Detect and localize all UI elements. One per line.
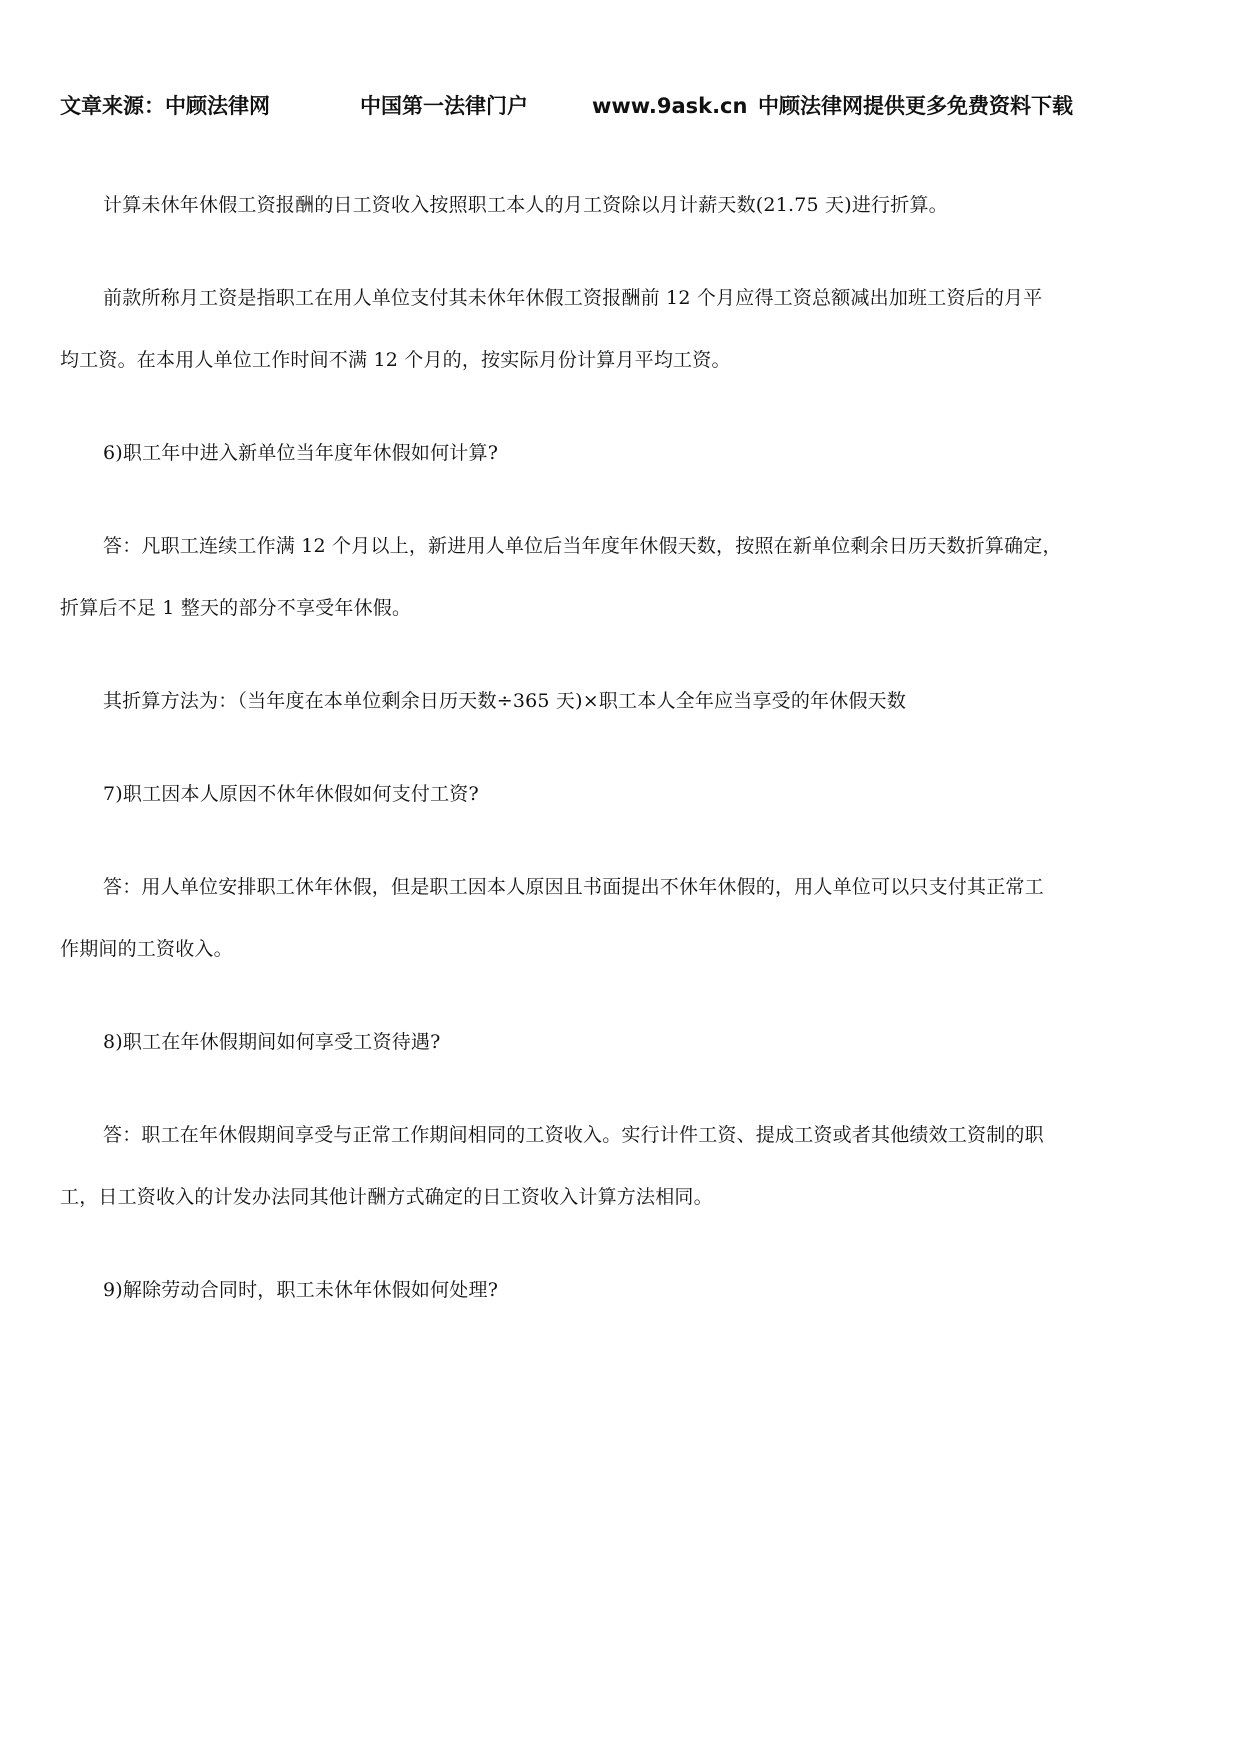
formula-line: 其折算方法为：（当年度在本单位剩余日历天数÷365 天)×职工本人全年应当享受的年休假天数	[103, 690, 907, 712]
question-6: 6)职工年中进入新单位当年度年休假如何计算?	[103, 442, 499, 464]
paragraph-daily-wage: 计算未休年休假工资报酬的日工资收入按照职工本人的月工资除以月计薪天数(21.75 天)进行折算。	[103, 194, 948, 216]
question-9: 9)解除劳动合同时，职工未休年休假如何处理?	[103, 1279, 499, 1301]
answer-6-line-2: 折算后不足 1 整天的部分不享受年休假。	[60, 597, 412, 619]
answer-8-line-2: 工，日工资收入的计发办法同其他计酬方式确定的日工资收入计算方法相同。	[60, 1186, 713, 1208]
header-promo: 中顾法律网提供更多免费资料下载	[758, 94, 1073, 118]
answer-6-line-1: 答：凡职工连续工作满 12 个月以上，新进用人单位后当年度年休假天数，按照在新单位剩余日历天数折算确定，	[103, 535, 1062, 557]
answer-8-line-1: 答：职工在年休假期间享受与正常工作期间相同的工资收入。实行计件工资、提成工资或者其他绩效工资制的职	[103, 1124, 1044, 1146]
paragraph-monthly-wage-line-1: 前款所称月工资是指职工在用人单位支付其未休年休假工资报酬前 12 个月应得工资总额减出加班工资后的月平	[103, 287, 1043, 309]
question-7: 7)职工因本人原因不休年休假如何支付工资?	[103, 783, 479, 805]
answer-7-line-1: 答：用人单位安排职工休年休假，但是职工因本人原因且书面提出不休年休假的，用人单位可以只支付其正常工	[103, 876, 1044, 898]
header-source: 文章来源：中顾法律网	[60, 94, 270, 118]
question-8: 8)职工在年休假期间如何享受工资待遇?	[103, 1031, 441, 1053]
header-tagline: 中国第一法律门户	[360, 94, 528, 118]
paragraph-monthly-wage-line-2: 均工资。在本用人单位工作时间不满 12 个月的，按实际月份计算月平均工资。	[60, 349, 731, 371]
answer-7-line-2: 作期间的工资收入。	[60, 938, 233, 960]
header-url: www.9ask.cn	[592, 94, 748, 118]
page-header	[60, 92, 1200, 120]
